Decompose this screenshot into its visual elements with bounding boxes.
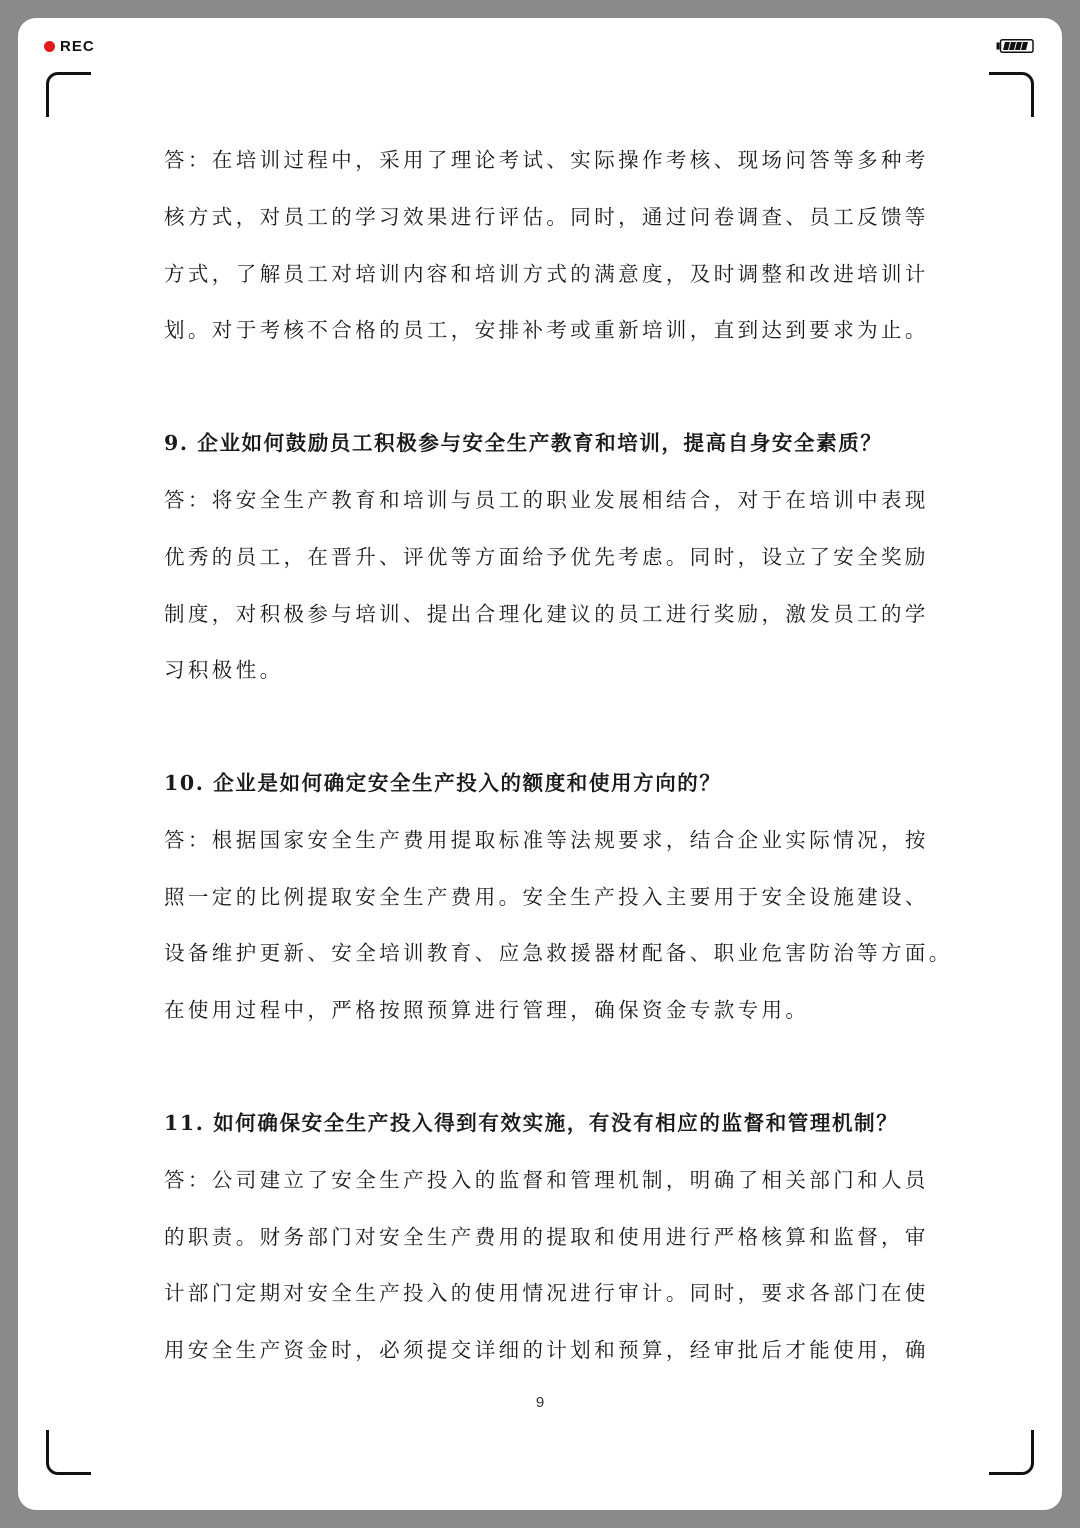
answer-line: 答：在培训过程中，采用了理论考试、实际操作考核、现场问答等多种考	[164, 148, 929, 172]
answer-line: 照一定的比例提取安全生产费用。安全生产投入主要用于安全设施建设、	[164, 885, 929, 909]
document-page	[18, 18, 1062, 1510]
answer-line: 制度，对积极参与培训、提出合理化建议的员工进行奖励，激发员工的学	[164, 602, 929, 626]
answer-line: 在使用过程中，严格按照预算进行管理，确保资金专款专用。	[164, 998, 810, 1022]
question-heading: 9. 企业如何鼓励员工积极参与安全生产教育和培训，提高自身安全素质？	[164, 431, 883, 455]
page-number: 9	[535, 1394, 545, 1411]
answer-line: 的职责。财务部门对安全生产费用的提取和使用进行严格核算和监督，审	[164, 1225, 929, 1249]
rec-label: REC	[60, 38, 95, 55]
answer-line: 划。对于考核不合格的员工，安排补考或重新培训，直到达到要求为止。	[164, 318, 929, 342]
question-heading: 10. 企业是如何确定安全生产投入的额度和使用方向的？	[164, 771, 722, 795]
frame-corner-bottom-right	[989, 1430, 1034, 1475]
answer-line: 用安全生产资金时，必须提交详细的计划和预算，经审批后才能使用，确	[164, 1338, 929, 1362]
record-dot-icon	[44, 41, 55, 52]
frame-corner-bottom-left	[46, 1430, 91, 1475]
answer-line: 优秀的员工，在晋升、评优等方面给予优先考虑。同时，设立了安全奖励	[164, 545, 929, 569]
answer-line: 计部门定期对安全生产投入的使用情况进行审计。同时，要求各部门在使	[164, 1281, 929, 1305]
frame-corner-top-right	[989, 72, 1034, 117]
rec-indicator	[44, 38, 95, 55]
frame-corner-top-left	[46, 72, 91, 117]
answer-line: 方式，了解员工对培训内容和培训方式的满意度，及时调整和改进培训计	[164, 262, 929, 286]
answer-line: 习积极性。	[164, 658, 284, 682]
answer-line: 设备维护更新、安全培训教育、应急救援器材配备、职业危害防治等方面。	[164, 941, 953, 965]
question-heading: 11. 如何确保安全生产投入得到有效实施，有没有相应的监督和管理机制？	[164, 1111, 899, 1135]
answer-line: 答：将安全生产教育和培训与员工的职业发展相结合，对于在培训中表现	[164, 488, 929, 512]
answer-line: 核方式，对员工的学习效果进行评估。同时，通过问卷调查、员工反馈等	[164, 205, 929, 229]
battery-icon	[996, 39, 1034, 53]
answer-line: 答：公司建立了安全生产投入的监督和管理机制，明确了相关部门和人员	[164, 1168, 929, 1192]
answer-line: 答：根据国家安全生产费用提取标准等法规要求，结合企业实际情况，按	[164, 828, 929, 852]
